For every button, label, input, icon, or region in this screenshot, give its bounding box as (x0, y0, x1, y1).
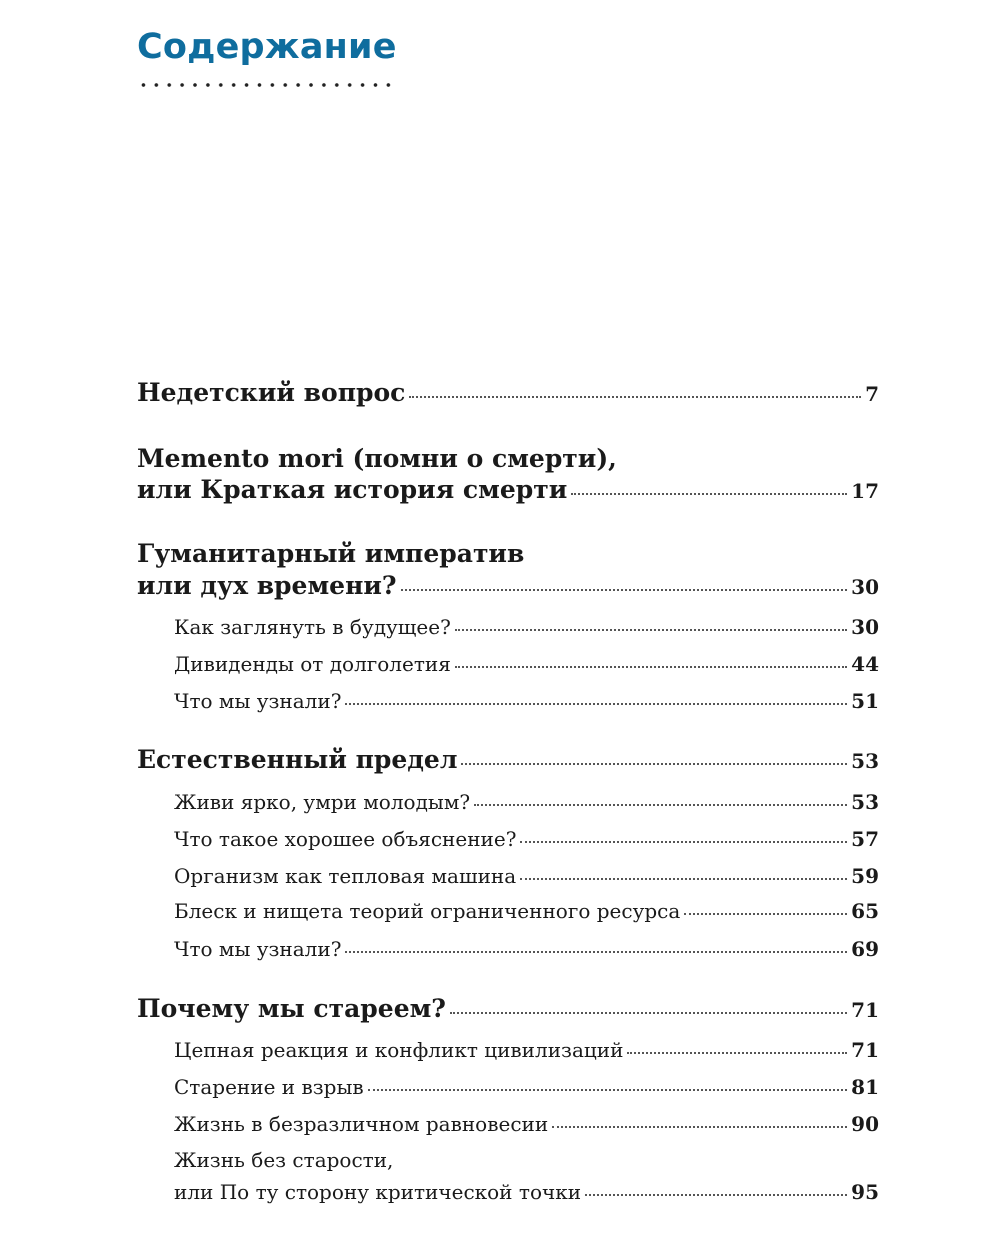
toc-entry-title: Как заглянуть в будущее? (174, 615, 451, 639)
toc-entry-page: 53 (851, 749, 879, 773)
toc-entry-title: Что мы узнали? (174, 689, 342, 713)
toc-entry-page: 71 (851, 998, 879, 1022)
dot-leader (455, 629, 847, 631)
dot-leader (684, 913, 847, 915)
toc-entry-page: 69 (851, 937, 879, 961)
toc-entry-section[interactable] (174, 864, 879, 888)
toc-entry-section[interactable] (174, 1075, 879, 1099)
toc-entry-title: Старение и взрыв (174, 1075, 364, 1099)
dot-leader (520, 878, 847, 880)
dot-leader (409, 396, 861, 398)
toc-entry-title: Дивиденды от долголетия (174, 652, 451, 676)
toc-entry-title: Жизнь в безразличном равновесии (174, 1112, 549, 1136)
dot-leader (345, 951, 847, 953)
toc-entry-chapter-2-line1: Memento mori (помни о смерти), (137, 444, 617, 473)
toc-entry-page: 81 (851, 1075, 879, 1099)
dot-leader (474, 804, 847, 806)
toc-entry-section[interactable] (174, 1038, 879, 1062)
toc-entry-section[interactable] (174, 615, 879, 639)
toc-entry-page: 59 (851, 864, 879, 888)
toc-entry-title: или Краткая история смерти (137, 475, 568, 504)
dot-leader (455, 666, 847, 668)
toc-entry-page: 51 (851, 689, 879, 713)
toc-entry-page: 17 (851, 479, 879, 503)
toc-entry-page: 30 (851, 575, 879, 599)
toc-entry-title: Естественный предел (137, 745, 458, 774)
toc-entry-page: 53 (851, 790, 879, 814)
dot-leader (345, 703, 847, 705)
dot-leader (552, 1126, 847, 1128)
page-title: Содержание (137, 27, 397, 67)
toc-entry-section[interactable] (174, 689, 879, 713)
toc-entry-title: Что мы узнали? (174, 937, 342, 961)
toc-entry-page: 90 (851, 1112, 879, 1136)
toc-entry-page: 57 (851, 827, 879, 851)
toc-entry-title: Недетский вопрос (137, 378, 406, 407)
toc-entry-section[interactable] (174, 937, 879, 961)
toc-entry-title: Цепная реакция и конфликт цивилизаций (174, 1038, 624, 1062)
toc-entry-page: 30 (851, 615, 879, 639)
toc-entry-page: 65 (851, 899, 879, 923)
dot-leader (627, 1052, 847, 1054)
toc-entry-chapter-5[interactable] (137, 994, 879, 1023)
toc-entry-title: или дух времени? (137, 571, 397, 600)
toc-entry-chapter-3-line1: Гуманитарный императив (137, 539, 525, 568)
toc-entry-section[interactable] (174, 652, 879, 676)
toc-entry-page: 95 (851, 1180, 879, 1204)
toc-entry-section-line1: Жизнь без старости, (174, 1148, 394, 1172)
toc-entry-section[interactable] (174, 827, 879, 851)
toc-entry-title: Блеск и нищета теорий ограниченного ресурса (174, 899, 681, 923)
dot-leader (461, 763, 847, 765)
toc-entry-section[interactable] (174, 1180, 879, 1204)
toc-entry-chapter-4[interactable] (137, 745, 879, 774)
dot-leader (520, 841, 847, 843)
dot-leader (368, 1089, 848, 1091)
toc-entry-section[interactable] (174, 1112, 879, 1136)
dot-leader (450, 1012, 847, 1014)
toc-entry-page: 7 (865, 382, 879, 406)
toc-entry-page: 71 (851, 1038, 879, 1062)
toc-entry-title: Что такое хорошее объяснение? (174, 827, 517, 851)
dot-leader (401, 589, 848, 591)
toc-entry-title: Организм как тепловая машина (174, 864, 517, 888)
dot-leader (585, 1194, 847, 1196)
dot-leader (571, 493, 847, 495)
toc-entry-section[interactable] (174, 790, 879, 814)
toc-entry-section[interactable] (174, 899, 879, 923)
toc-entry-page: 44 (851, 652, 879, 676)
toc-entry-title: Почему мы стареем? (137, 994, 446, 1023)
toc-entry-title: Живи ярко, умри молодым? (174, 790, 471, 814)
toc-entry-chapter-3[interactable] (137, 571, 879, 600)
toc-entry-title: или По ту сторону критической точки (174, 1180, 582, 1204)
toc-entry-chapter-1[interactable] (137, 378, 879, 407)
toc-entry-chapter-2[interactable] (137, 475, 879, 504)
